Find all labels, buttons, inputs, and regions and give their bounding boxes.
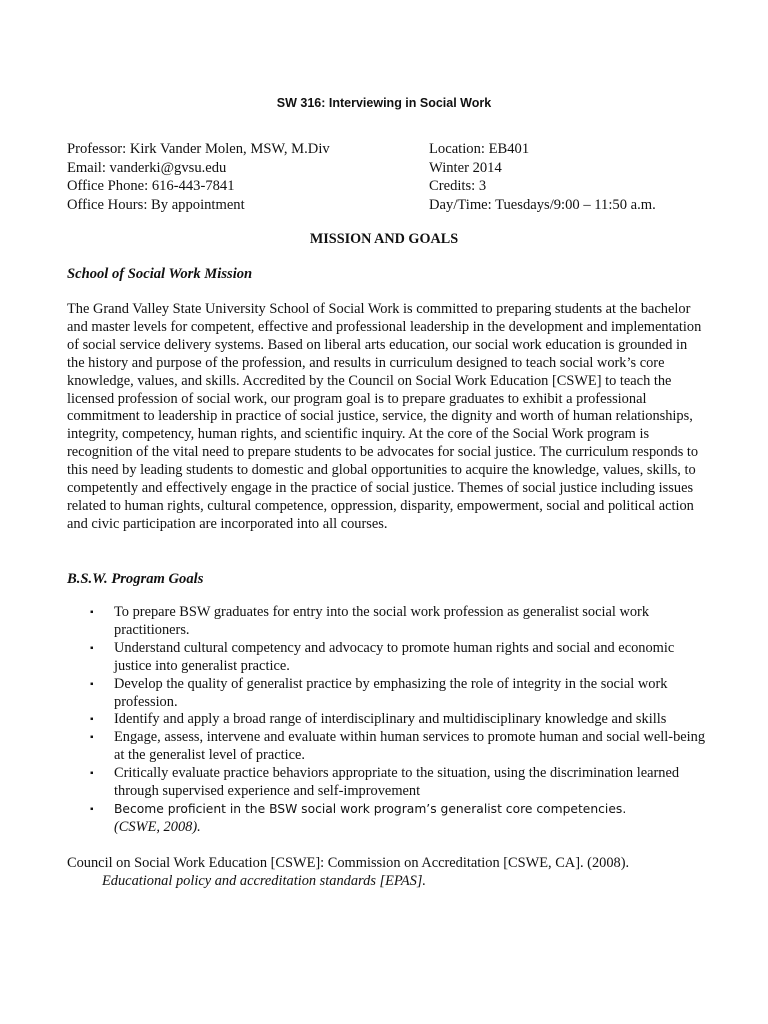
goals-heading: B.S.W. Program Goals [67, 571, 204, 587]
credits-line: Credits: 3 [429, 178, 487, 194]
bullet-icon: ▪ [90, 607, 94, 618]
goal-text: To prepare BSW graduates for entry into the social work profession as generalist social work practitioners. [114, 604, 650, 638]
reference-line-2: Educational policy and accreditation standards [EPAS]. [102, 873, 427, 889]
goals-list [90, 604, 710, 837]
office-phone-line: Office Phone: 616-443-7841 [67, 178, 235, 194]
list-item [90, 604, 710, 640]
bullet-icon: ▪ [90, 803, 94, 815]
term-line: Winter 2014 [429, 159, 502, 176]
list-item [90, 729, 710, 765]
goal-text: Become proficient in the BSW social work program’s generalist core competencies. [114, 801, 627, 816]
course-title: SW 316: Interviewing in Social Work [276, 96, 492, 110]
bullet-icon: ▪ [90, 678, 94, 690]
professor-line: Professor: Kirk Vander Molen, MSW, M.Div [67, 141, 330, 157]
course-info [429, 140, 656, 214]
goals-citation: (CSWE, 2008). [114, 818, 201, 835]
bullet-icon: ▪ [90, 642, 94, 654]
list-item [90, 676, 710, 712]
bullet-icon: ▪ [90, 768, 94, 780]
section-heading: MISSION AND GOALS [309, 231, 459, 247]
list-item [90, 765, 710, 801]
mission-heading: School of Social Work Mission [67, 266, 253, 282]
email-line: Email: vanderki@gvsu.edu [67, 159, 227, 176]
bullet-icon: ▪ [90, 714, 94, 726]
bullet-icon: ▪ [90, 732, 94, 744]
office-hours-line: Office Hours: By appointment [67, 196, 245, 213]
location-line: Location: EB401 [429, 141, 530, 157]
goal-text: Identify and apply a broad range of interdisciplinary and multidisciplinary knowledge and skills [114, 711, 667, 728]
reference-entry [67, 854, 707, 890]
goal-text: Critically evaluate practice behaviors appropriate to the situation, using the discrimination learned through supervised experience and self-improvement [114, 765, 680, 800]
list-item [90, 711, 710, 729]
goal-text: Develop the quality of generalist practice by emphasizing the role of integrity in the social work profession. [114, 675, 668, 710]
goal-text: Understand cultural competency and advocacy to promote human rights and social and economic justice into generalist practice. [114, 639, 675, 674]
list-item [90, 640, 710, 676]
instructor-info [67, 140, 330, 214]
mission-paragraph: The Grand Valley State University School of Social Work is committed to preparing students at the bachelor and master levels for competent, effective and professional leadership in the development and implementation of social service delivery systems. Based on liberal arts education, our social work education is grounded in the history and purpose of the profession, and results in curriculum designed to teach social work’s core knowledge, values, and skills. Accredited by the Council on Social Work Education [CSWE] to teach the licensed profession of social work, our program goal is to prepare graduates to exhibit a professional commitment to leadership in practice of social justice, service, the dignity and worth of human relationships, integrity, competency, human rights, and scientific inquiry. At the core of the Social Work program is recognition of the vital need to prepare students to be advocates for social justice. The curriculum responds to this need by leading students to domestic and global opportunities to acquire the knowledge, values, skills, to competently and effectively engage in the practice of social justice. Themes of social justice including issues related to human rights, cultural competence, oppression, disparity, empowerment, social and political action and civic participation are incorporated into all courses. [67, 301, 702, 532]
goal-text: Engage, assess, intervene and evaluate within human services to promote human and social well-being at the generalist level of practice. [114, 729, 706, 764]
day-time-line: Day/Time: Tuesdays/9:00 – 11:50 a.m. [429, 196, 656, 213]
list-item [90, 801, 710, 837]
reference-line-1: Council on Social Work Education [CSWE]: Commission on Accreditation [CSWE, CA]. (2008). [67, 855, 630, 871]
